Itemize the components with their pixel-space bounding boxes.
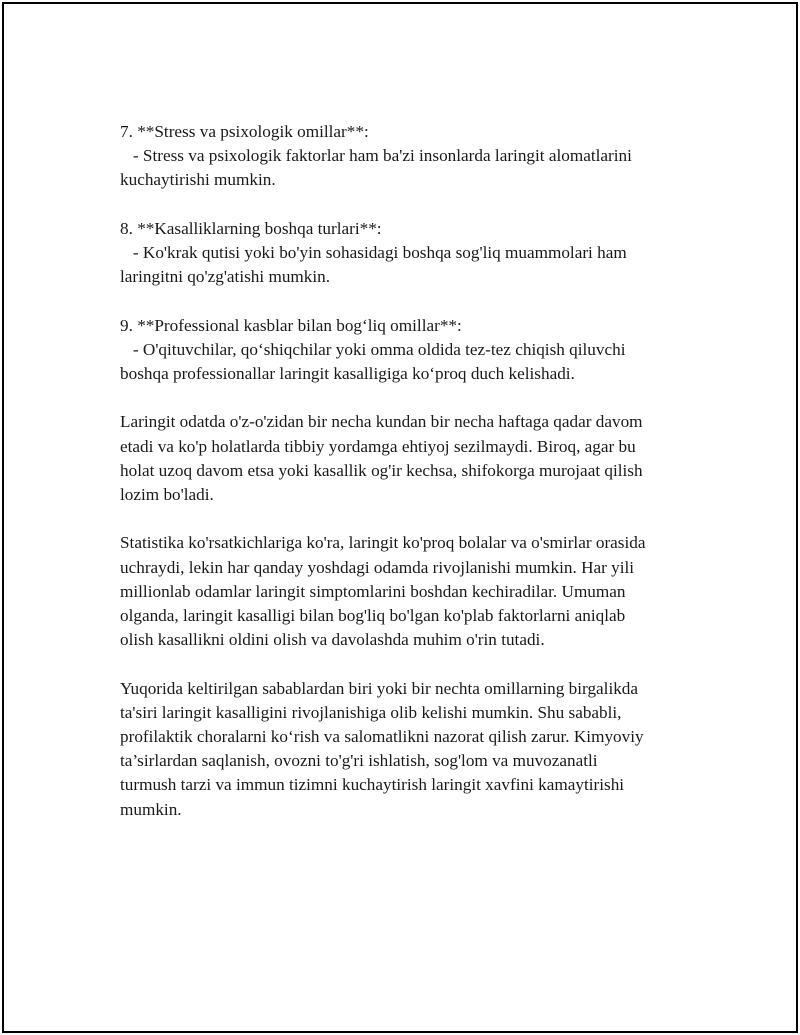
list-item-line: - Ko'krak qutisi yoki bo'yin sohasidagi boshqa sog'liq muammolari ham (120, 243, 627, 262)
list-item-other-diseases (120, 217, 690, 290)
list-item-professional (120, 314, 690, 387)
list-item-heading: 7. **Stress va psixologik omillar**: (120, 122, 369, 141)
list-item-heading: 8. **Kasalliklarning boshqa turlari**: (120, 218, 382, 238)
document-body (120, 120, 690, 846)
paragraph-line: holat uzoq davom etsa yoki kasallik og'ir kechsa, shifokorga murojaat qilish (120, 460, 643, 480)
paragraph-line: ta’sirlardan saqlanish, ovozni to'g'ri ishlatish, sog'lom va muvozanatli (120, 751, 598, 771)
paragraph-line: ta'siri laringit kasalligini rivojlanishiga olib kelishi mumkin. Shu sababli, (120, 702, 622, 722)
paragraph-line: olganda, laringit kasalligi bilan bog'liq bo'lgan ko'plab faktorlarni aniqlab (120, 606, 626, 625)
paragraph-duration (120, 410, 690, 507)
paragraph-line: Yuqorida keltirilgan sabablardan biri yoki bir nechta omillarning birgalikda (120, 678, 639, 698)
list-item-line: laringitni qo'zg'atishi mumkin. (120, 267, 331, 287)
paragraph-line: olish kasallikni oldini olish va davolashda muhim o'rin tutadi. (120, 630, 545, 650)
document-page (2, 2, 798, 1033)
list-item-heading: 9. **Professional kasblar bilan bog‘liq omillar**: (120, 315, 462, 335)
paragraph-line: Statistika ko'rsatkichlariga ko'ra, laringit ko'proq bolalar va o'smirlar orasida (120, 533, 646, 553)
paragraph-line: profilaktik choralarni ko‘rish va salomatlikni nazorat qilish zarur. Kimyoviy (120, 727, 644, 746)
list-item-line: - O'qituvchilar, qo‘shiqchilar yoki omma oldida tez-tez chiqish qiluvchi (120, 339, 626, 359)
list-item-stress (120, 120, 690, 193)
paragraph-statistics (120, 531, 690, 652)
paragraph-line: Laringit odatda o'z-o'zidan bir necha kundan bir necha haftaga qadar davom (120, 412, 643, 432)
paragraph-line: lozim bo'ladi. (120, 485, 214, 504)
paragraph-line: etadi va ko'p holatlarda tibbiy yordamga ehtiyoj sezilmaydi. Biroq, agar bu (120, 436, 636, 456)
list-item-line: kuchaytirishi mumkin. (120, 170, 276, 190)
paragraph-line: millionlab odamlar laringit simptomlarini boshdan kechiradilar. Umuman (120, 581, 626, 601)
paragraph-line: mumkin. (120, 799, 182, 819)
list-item-line: - Stress va psixologik faktorlar ham ba'zi insonlarda laringit alomatlarini (120, 146, 632, 166)
list-item-line: boshqa professionallar laringit kasalligiga ko‘proq duch kelishadi. (120, 364, 575, 383)
paragraph-line: turmush tarzi va immun tizimni kuchaytirish laringit xavfini kamaytirishi (120, 775, 625, 795)
paragraph-prevention (120, 677, 690, 822)
paragraph-line: uchraydi, lekin har qanday yoshdagi odamda rivojlanishi mumkin. Har yili (120, 557, 635, 577)
